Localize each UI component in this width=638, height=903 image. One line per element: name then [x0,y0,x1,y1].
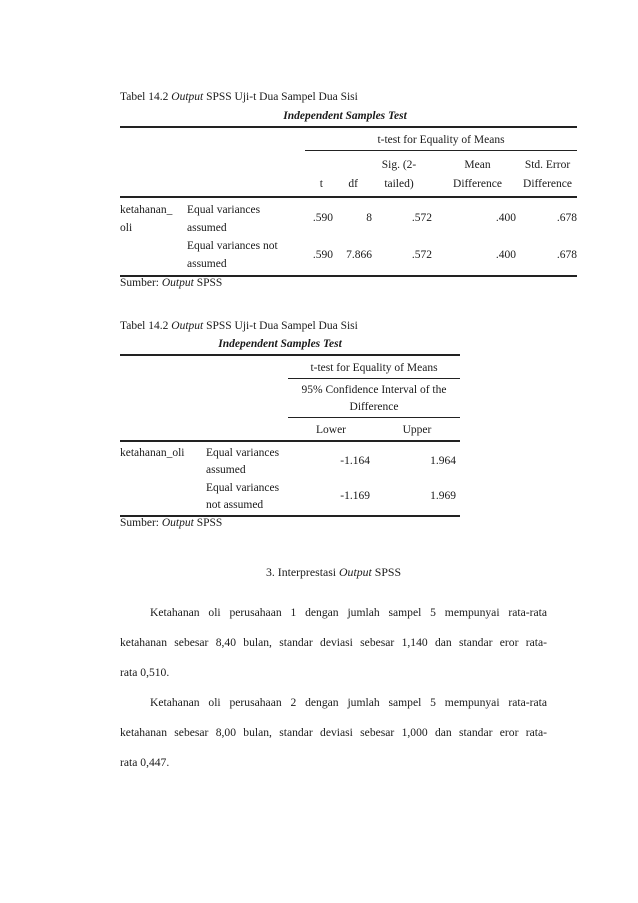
t-column-header: t [319,178,323,190]
row2-mean-diff: .400 [495,249,516,261]
paragraph2-line2: ketahanan sebesar 8,00 bulan, standar deviasi sebesar 1,000 dan standar eror rata- [120,726,547,739]
df-column-header: df [348,178,358,190]
row2-label-l2: assumed [187,258,227,270]
row1-std-error: .678 [556,212,577,224]
table2-title: Independent Samples Test [218,338,342,350]
table2-caption [120,320,358,332]
paragraph2-line3: rata 0,447. [120,756,170,769]
paragraph1-line1: Ketahanan oli perusahaan 1 dengan jumlah sampel 5 mempunyai rata-rata [150,606,547,619]
caption-italic: Output [171,320,204,332]
caption-prefix: Tabel 14.2 [120,91,172,103]
table1-caption [120,91,358,103]
variable-name-l1: ketahanan_ [120,204,173,216]
caption-suffix: SPSS Uji-t Dua Sampel Dua Sisi [203,91,358,103]
row1-mean-diff: .400 [495,212,516,224]
table2-top-rule [120,354,460,356]
table2-row1-label-l1: Equal variances [206,447,280,459]
heading-prefix: 3. Interprestasi [265,565,340,579]
sig-column-header-l2: tailed) [384,178,414,190]
caption-prefix: Tabel 14.2 [120,320,172,332]
table1-title: Independent Samples Test [283,110,407,122]
row1-label-l1: Equal variances [187,204,261,216]
table2-group-rule [288,378,460,379]
table2-row2-label-l2: not assumed [206,499,264,511]
mean-diff-column-header-l1: Mean [464,159,491,171]
source-italic: Output [161,277,194,289]
table2-row2-label-l1: Equal variances [206,482,280,494]
heading-italic: Output [339,565,372,579]
table1-source [120,277,222,289]
table1-group-header: t-test for Equality of Means [377,134,505,146]
sig-column-header-l1: Sig. (2- [381,159,417,171]
caption-italic: Output [171,91,204,103]
table2-row2-upper: 1.969 [430,490,456,502]
ci-header-l1: 95% Confidence Interval of the [301,384,447,396]
row2-t: .590 [312,249,333,261]
table2-row1-label-l2: assumed [206,464,246,476]
table1-top-rule [120,126,577,128]
table2-ci-rule [288,417,460,418]
source-suffix: SPSS [193,517,223,529]
paragraph2-line1: Ketahanan oli perusahaan 2 dengan jumlah sampel 5 mempunyai rata-rata [150,696,547,709]
table2-source [120,517,222,529]
table1-header-rule [120,196,577,198]
mean-diff-column-header-l2: Difference [453,178,502,190]
table2-row1-upper: 1.964 [430,455,456,467]
heading-suffix: SPSS [371,565,402,579]
row2-label-l1: Equal variances not [187,240,278,252]
variable-name-l2: oli [120,222,133,234]
lower-column-header: Lower [315,424,346,436]
source-suffix: SPSS [193,277,223,289]
table1-group-rule [305,150,577,151]
table2-row2-lower: -1.169 [340,490,370,502]
table2-variable-name: ketahanan_oli [120,447,185,459]
source-prefix: Sumber: [120,517,162,529]
ci-header-l2: Difference [349,401,399,413]
row2-df: 7.866 [346,249,372,261]
table2-row1-lower: -1.164 [340,455,370,467]
table2-header-rule [120,440,460,442]
std-error-column-header-l2: Difference [523,178,572,190]
upper-column-header: Upper [402,424,432,436]
row1-label-l2: assumed [187,222,227,234]
paragraph1-line2: ketahanan sebesar 8,40 bulan, standar deviasi sebesar 1,140 dan standar eror rata- [120,636,547,649]
table2-group-header: t-test for Equality of Means [310,362,438,374]
row1-df: 8 [366,212,372,224]
source-prefix: Sumber: [120,277,162,289]
paragraph1-line3: rata 0,510. [120,666,170,679]
section-heading [120,565,547,580]
std-error-column-header-l1: Std. Error [524,159,571,171]
row1-sig: .572 [411,212,432,224]
row1-t: .590 [312,212,333,224]
row2-sig: .572 [411,249,432,261]
caption-suffix: SPSS Uji-t Dua Sampel Dua Sisi [203,320,358,332]
row2-std-error: .678 [556,249,577,261]
source-italic: Output [161,517,194,529]
